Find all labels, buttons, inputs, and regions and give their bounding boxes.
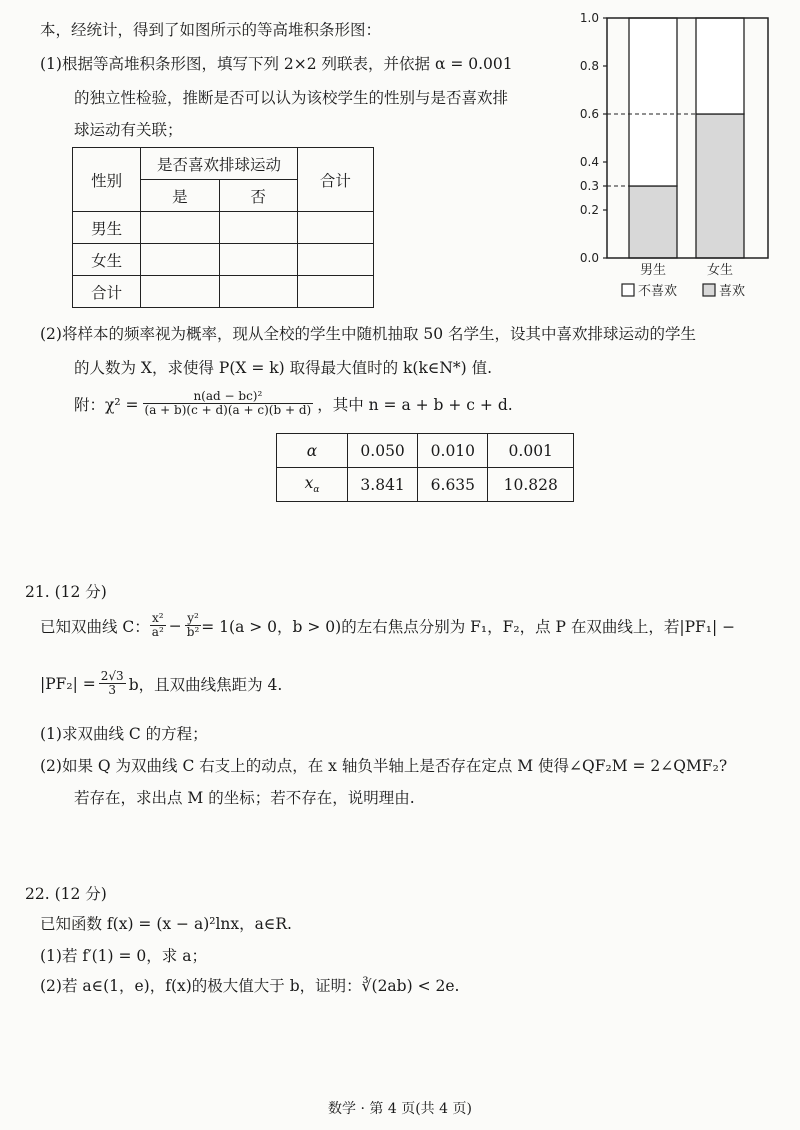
header-total: 合计 — [297, 148, 373, 212]
alpha-header: α — [277, 434, 348, 468]
cell-total-total — [297, 276, 373, 308]
critical-value: 6.635 — [418, 468, 488, 502]
bar-segment — [629, 186, 677, 258]
alpha-value: 0.010 — [418, 434, 488, 468]
critical-value-table — [276, 433, 574, 502]
header-like-volleyball: 是否喜欢排球运动 — [141, 148, 297, 180]
q22-part2: (2)若 a∈(1，e)，f(x)的极大值大于 b，证明：∛(2ab) < 2e. — [40, 977, 460, 995]
x-alpha-header: $x_\alpha$ — [277, 468, 348, 502]
q22-header: 22. (12 分) — [25, 885, 107, 903]
q20-part2-line1: (2)将样本的频率视为概率，现从全校的学生中随机抽取 50 名学生，设其中喜欢排球运动的学生 — [40, 325, 697, 343]
header-no: 否 — [219, 180, 297, 212]
formula-denominator: (a + b)(c + d)(a + c)(b + d) — [144, 403, 312, 417]
y-tick-label: 1.0 — [579, 11, 599, 25]
q21-text: |PF₂| = — [40, 674, 96, 693]
q21-line2 — [40, 670, 282, 697]
y-tick-label: 0.3 — [579, 179, 599, 193]
cell-total-no — [219, 276, 297, 308]
critical-value: 3.841 — [348, 468, 418, 502]
cell-total-yes — [141, 276, 219, 308]
legend-label-like: 喜欢 — [719, 284, 746, 299]
bar-segment — [696, 18, 744, 114]
q21-header: 21. (12 分) — [25, 583, 107, 601]
cell-female-total — [297, 244, 373, 276]
cell-male-yes — [141, 212, 219, 244]
q22-part1: (1)若 f′(1) = 0，求 a； — [40, 947, 207, 965]
stacked-bar-chart — [570, 10, 780, 305]
q21-part1: (1)求双曲线 C 的方程； — [40, 725, 208, 743]
chi-square-fraction — [143, 390, 314, 417]
legend-label-dislike: 不喜欢 — [638, 284, 678, 299]
x-category-label: 男生 — [639, 263, 667, 278]
y-tick-label: 0.0 — [579, 251, 599, 265]
legend-swatch-dislike — [622, 284, 634, 296]
formula-tail: ，其中 n = a + b + c + d. — [317, 395, 513, 414]
header-gender: 性别 — [73, 148, 141, 212]
alpha-value: 0.050 — [348, 434, 418, 468]
cell-male-no — [219, 212, 297, 244]
page-footer: 数学 · 第 4 页(共 4 页) — [328, 1101, 472, 1117]
cell-female-no — [219, 244, 297, 276]
bar-segment — [696, 114, 744, 258]
y-tick-label: 0.2 — [579, 203, 599, 217]
q21-line1: 已知双曲线 C： $\frac{\text{x²}}{\text{a²}}$ − $\frac{\text{y²}}{\text{b²}}$ = 1(a > 0，b > 0)的左右焦点分别为 F₁，F₂，点 P 在双曲线上，若|PF₁| − — [40, 611, 736, 639]
y-tick-label: 0.8 — [579, 59, 599, 73]
q22-line1: 已知函数 f(x) = (x − a)²lnx，a∈R. — [40, 915, 292, 933]
q20-part1-line1: (1)根据等高堆积条形图，填写下列 2×2 列联表，并依据 α = 0.001 — [40, 55, 513, 73]
x-squared-fraction: $\frac{\text{x²}}{\text{a²}}$ — [151, 611, 164, 639]
x-category-label: 女生 — [706, 263, 734, 278]
two-root3-fraction: $\frac{2√3}{3}$ — [100, 669, 124, 697]
legend-swatch-like — [703, 284, 715, 296]
q20-intro: 本，经统计，得到了如图所示的等高堆积条形图： — [40, 21, 382, 39]
y-squared-fraction: $\frac{\text{y²}}{\text{b²}}$ — [186, 611, 200, 639]
chi-square-formula — [74, 390, 513, 417]
formula-numerator: n(ad − bc)² — [143, 390, 314, 404]
row-label-male: 男生 — [73, 212, 141, 244]
row-label-total: 合计 — [73, 276, 141, 308]
bar-segment — [629, 18, 677, 186]
y-tick-label: 0.4 — [579, 155, 599, 169]
header-yes: 是 — [141, 180, 219, 212]
y-tick-label: 0.6 — [579, 107, 599, 121]
q21-part2-line1: (2)如果 Q 为双曲线 C 右支上的动点，在 x 轴负半轴上是否存在定点 M 使得∠QF₂M = 2∠QMF₂? — [40, 757, 728, 775]
critical-value: 10.828 — [488, 468, 574, 502]
alpha-value: 0.001 — [488, 434, 574, 468]
q21-text: b，且双曲线焦距为 4. — [128, 675, 283, 694]
contingency-table — [72, 147, 374, 308]
appendix-label: 附：χ² = — [74, 395, 139, 414]
q20-part1-line3: 球运动有关联； — [74, 121, 183, 139]
cell-male-total — [297, 212, 373, 244]
row-label-female: 女生 — [73, 244, 141, 276]
q21-part2-line2: 若存在，求出点 M 的坐标；若不存在，说明理由. — [74, 789, 415, 807]
q20-part2-line2: 的人数为 X，求使得 P(X = k) 取得最大值时的 k(k∈N*) 值. — [74, 359, 493, 377]
cell-female-yes — [141, 244, 219, 276]
q21-text: 已知双曲线 C： — [40, 617, 150, 636]
q20-part1-line2: 的独立性检验，推断是否可以认为该校学生的性别与是否喜欢排 — [74, 89, 509, 107]
q21-text: = 1(a > 0，b > 0)的左右焦点分别为 F₁，F₂，点 P 在双曲线上，若|PF₁| − — [201, 617, 736, 636]
